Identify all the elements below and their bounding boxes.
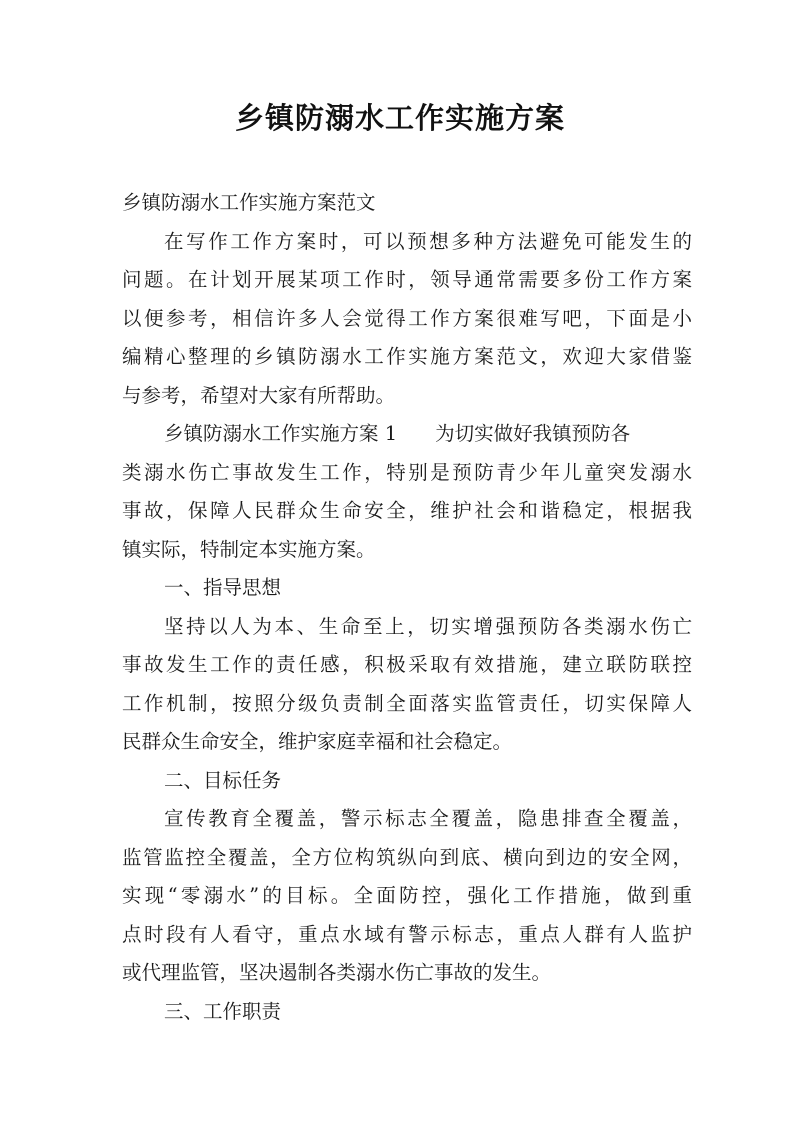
section2-line: 监管监控全覆盖，全方位构筑纵向到底、横向到边的安全网， (122, 845, 692, 869)
section1-line: 事故发生工作的责任感，积极采取有效措施，建立联防联控 (122, 653, 692, 676)
section2-line: 点时段有人看守，重点水域有警示标志，重点人群有人监护 (122, 922, 692, 946)
intro-line: 问题。在计划开展某项工作时，领导通常需要多份工作方案 (122, 268, 692, 291)
document-subtitle: 乡镇防溺水工作实施方案范文 (122, 191, 376, 214)
plan-intro-line: 事故，保障人民群众生命安全，维护社会和谐稳定，根据我 (122, 499, 692, 522)
section-heading: 一、指导思想 (164, 576, 282, 599)
intro-line: 与参考，希望对大家有所帮助。 (122, 383, 396, 407)
section2-line: 或代理监管，坚决遏制各类溺水伤亡事故的发生。 (122, 961, 552, 984)
section2-line: 实现“零溺水”的目标。全面防控，强化工作措施，做到重 (122, 884, 692, 907)
section-heading: 三、工作职责 (164, 999, 282, 1023)
section-heading: 二、目标任务 (164, 768, 282, 792)
section2-line: 宣传教育全覆盖，警示标志全覆盖，隐患排查全覆盖， (164, 807, 692, 830)
intro-line: 在写作工作方案时，可以预想多种方法避免可能发生的 (164, 229, 692, 253)
plan-heading: 乡镇防溺水工作实施方案 1 (164, 422, 398, 445)
plan-intro-line: 类溺水伤亡事故发生工作，特别是预防青少年儿童突发溺水 (122, 460, 692, 484)
plan-intro-first: 为切实做好我镇预防各 (435, 422, 631, 445)
document-title: 乡镇防溺水工作实施方案 (234, 101, 565, 135)
section1-line: 工作机制，按照分级负责制全面落实监管责任，切实保障人 (122, 691, 692, 715)
document-body (122, 184, 692, 1031)
section1-line: 坚持以人为本、生命至上，切实增强预防各类溺水伤亡 (164, 614, 692, 638)
intro-line: 编精心整理的乡镇防溺水工作实施方案范文，欢迎大家借鉴 (122, 345, 692, 368)
section1-line: 民群众生命安全，维护家庭幸福和社会稳定。 (122, 730, 513, 753)
plan-intro-line: 镇实际，特制定本实施方案。 (122, 537, 376, 561)
intro-line: 以便参考，相信许多人会觉得工作方案很难写吧，下面是小 (122, 306, 692, 330)
plan-heading-line (122, 415, 692, 454)
